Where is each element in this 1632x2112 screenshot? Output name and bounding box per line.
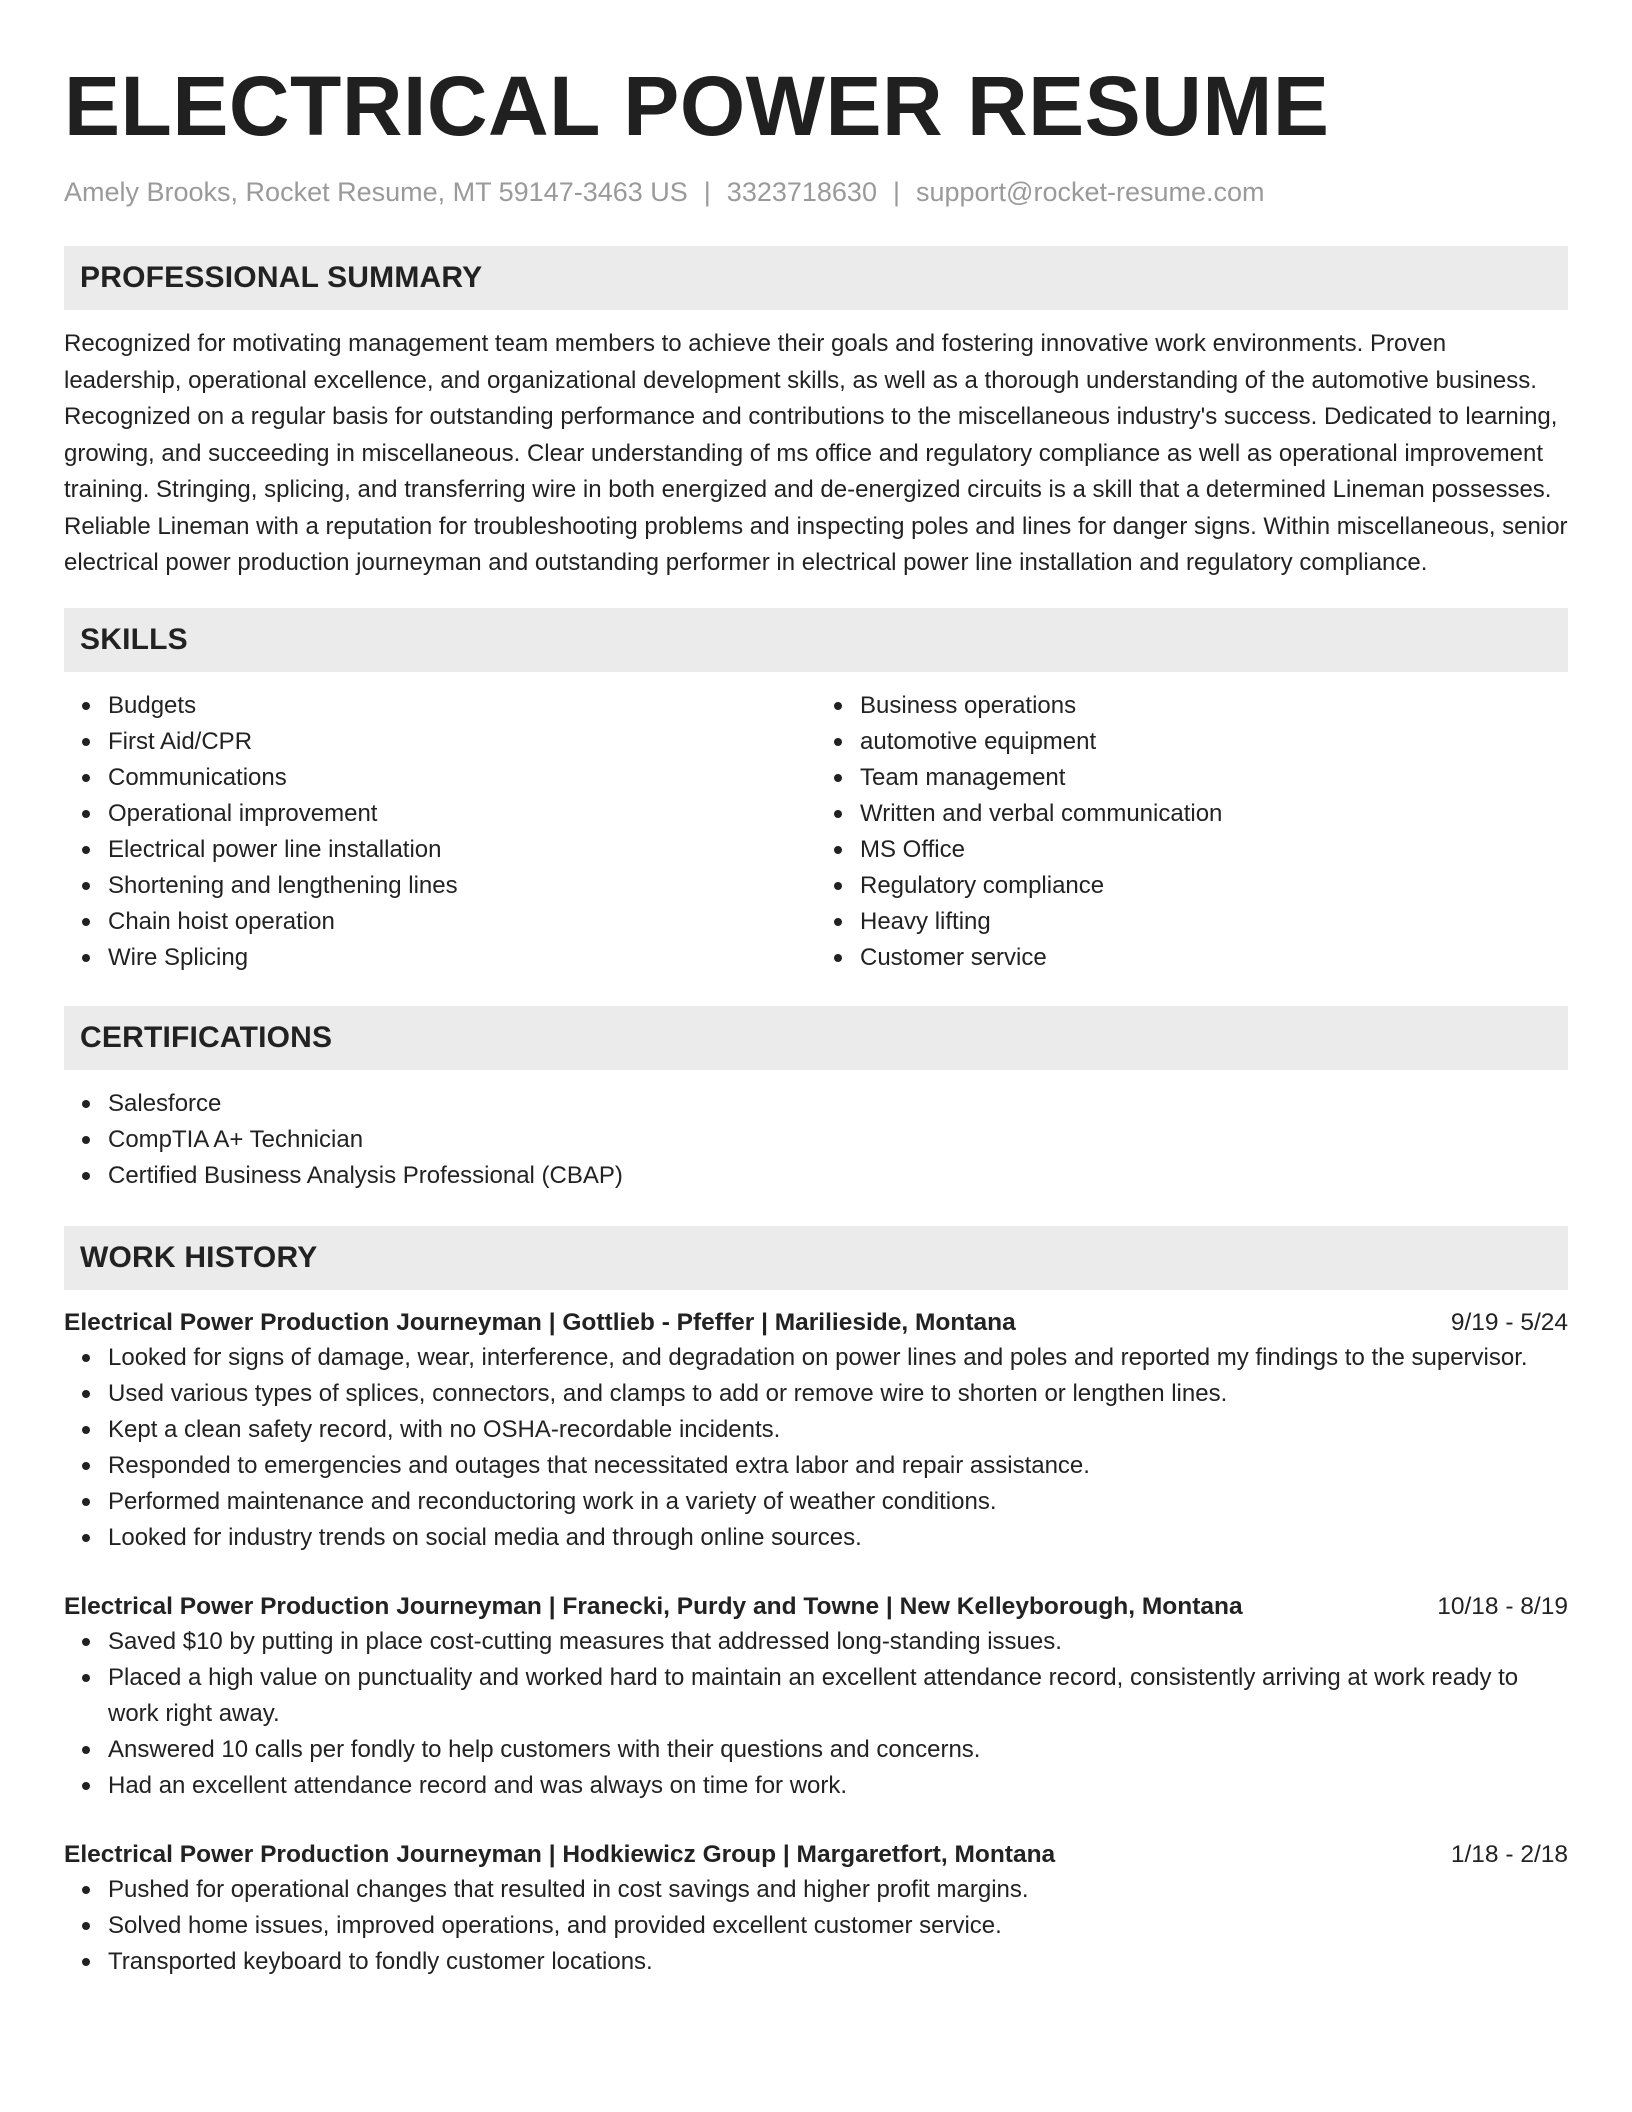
work-history-heading: WORK HISTORY xyxy=(64,1226,1568,1290)
skills-heading: SKILLS xyxy=(64,608,1568,672)
skill-item: Customer service xyxy=(860,940,1568,976)
summary-section xyxy=(64,246,1568,582)
job-bullet: Pushed for operational changes that resulted in cost savings and higher profit margins. xyxy=(108,1872,1568,1908)
job-entry xyxy=(64,1590,1568,1804)
contact-separator: | xyxy=(892,177,900,207)
job-bullet: Kept a clean safety record, with no OSHA-recordable incidents. xyxy=(108,1412,1568,1448)
skill-item: automotive equipment xyxy=(860,724,1568,760)
skill-item: MS Office xyxy=(860,832,1568,868)
skill-item: Electrical power line installation xyxy=(108,832,816,868)
work-history-section xyxy=(64,1226,1568,1980)
job-dates: 9/19 - 5/24 xyxy=(1450,1308,1568,1336)
skill-item: Team management xyxy=(860,760,1568,796)
skill-item: Business operations xyxy=(860,688,1568,724)
skills-left-list xyxy=(64,688,816,976)
skills-grid xyxy=(64,688,1568,976)
resume-title: ELECTRICAL POWER RESUME xyxy=(64,59,1330,153)
contact-email: support@rocket-resume.com xyxy=(915,177,1265,207)
resume-page xyxy=(64,52,1568,1980)
job-bullet: Responded to emergencies and outages that necessitated extra labor and repair assistance. xyxy=(108,1448,1568,1484)
job-bullet: Used various types of splices, connectors, and clamps to add or remove wire to shorten or lengthen lines. xyxy=(108,1376,1568,1412)
skill-item: Regulatory compliance xyxy=(860,868,1568,904)
skill-item: First Aid/CPR xyxy=(108,724,816,760)
skill-item: Operational improvement xyxy=(108,796,816,832)
skill-item: Wire Splicing xyxy=(108,940,816,976)
job-header xyxy=(64,1590,1568,1624)
skills-right-list xyxy=(816,688,1568,976)
job-bullet-list xyxy=(64,1340,1568,1556)
job-bullet: Solved home issues, improved operations, and provided excellent customer service. xyxy=(108,1908,1568,1944)
contact-line xyxy=(64,176,1568,208)
job-bullet-list xyxy=(64,1872,1568,1980)
job-bullet: Placed a high value on punctuality and worked hard to maintain an excellent attendance record, consistently arriving at work ready to work right away. xyxy=(108,1660,1568,1732)
certifications-list xyxy=(64,1086,1568,1194)
contact-separator: | xyxy=(703,177,711,207)
job-entry xyxy=(64,1306,1568,1556)
skill-item: Shortening and lengthening lines xyxy=(108,868,816,904)
summary-text: Recognized for motivating management team members to achieve their goals and fostering innovative work environments. Proven leadership, operational excellence, and organizational development skills, as well as a thorough understanding of the automotive business. Recognized on a regular basis for outstanding performance and contributions to the miscellaneous industry's success. Dedicated to learning, growing, and succeeding in miscellaneous. Clear understanding of ms office and regulatory compliance as well as operational improvement training. Stringing, splicing, and transferring wire in both energized and de-energized circuits is a skill that a determined Lineman possesses. Reliable Lineman with a reputation for troubleshooting problems and inspecting poles and lines for danger signs. Within miscellaneous, senior electrical power production journeyman and outstanding performer in electrical power line installation and regulatory compliance. xyxy=(64,330,1568,577)
skill-item: Chain hoist operation xyxy=(108,904,816,940)
job-bullet-list xyxy=(64,1624,1568,1804)
job-dates: 1/18 - 2/18 xyxy=(1450,1840,1568,1868)
certification-item: CompTIA A+ Technician xyxy=(108,1122,1568,1158)
job-header xyxy=(64,1306,1568,1340)
certification-item: Salesforce xyxy=(108,1086,1568,1122)
job-bullet: Transported keyboard to fondly customer locations. xyxy=(108,1944,1568,1980)
skill-item: Communications xyxy=(108,760,816,796)
contact-phone: 3323718630 xyxy=(726,177,877,207)
summary-heading: PROFESSIONAL SUMMARY xyxy=(64,246,1568,310)
job-title: Electrical Power Production Journeyman | Gottlieb - Pfeffer | Marilieside, Montana xyxy=(64,1308,1016,1336)
job-bullet: Looked for signs of damage, wear, interference, and degradation on power lines and poles and reported my findings to the supervisor. xyxy=(108,1340,1568,1376)
job-bullet: Performed maintenance and reconductoring work in a variety of weather conditions. xyxy=(108,1484,1568,1520)
contact-address: Amely Brooks, Rocket Resume, MT 59147-3463 US xyxy=(64,177,688,207)
job-bullet: Had an excellent attendance record and was always on time for work. xyxy=(108,1768,1568,1804)
job-title: Electrical Power Production Journeyman | Franecki, Purdy and Towne | New Kelleyborough, Montana xyxy=(64,1592,1243,1620)
skill-item: Budgets xyxy=(108,688,816,724)
certifications-heading: CERTIFICATIONS xyxy=(64,1006,1568,1070)
skills-section xyxy=(64,608,1568,976)
certifications-section xyxy=(64,1006,1568,1194)
job-bullet: Answered 10 calls per fondly to help customers with their questions and concerns. xyxy=(108,1732,1568,1768)
skill-item: Heavy lifting xyxy=(860,904,1568,940)
job-bullet: Looked for industry trends on social media and through online sources. xyxy=(108,1520,1568,1556)
job-title: Electrical Power Production Journeyman | Hodkiewicz Group | Margaretfort, Montana xyxy=(64,1840,1056,1868)
job-bullet: Saved $10 by putting in place cost-cutting measures that addressed long-standing issues. xyxy=(108,1624,1568,1660)
job-dates: 10/18 - 8/19 xyxy=(1437,1592,1568,1620)
job-header xyxy=(64,1838,1568,1872)
skill-item: Written and verbal communication xyxy=(860,796,1568,832)
certification-item: Certified Business Analysis Professional (CBAP) xyxy=(108,1158,1568,1194)
job-entry xyxy=(64,1838,1568,1980)
